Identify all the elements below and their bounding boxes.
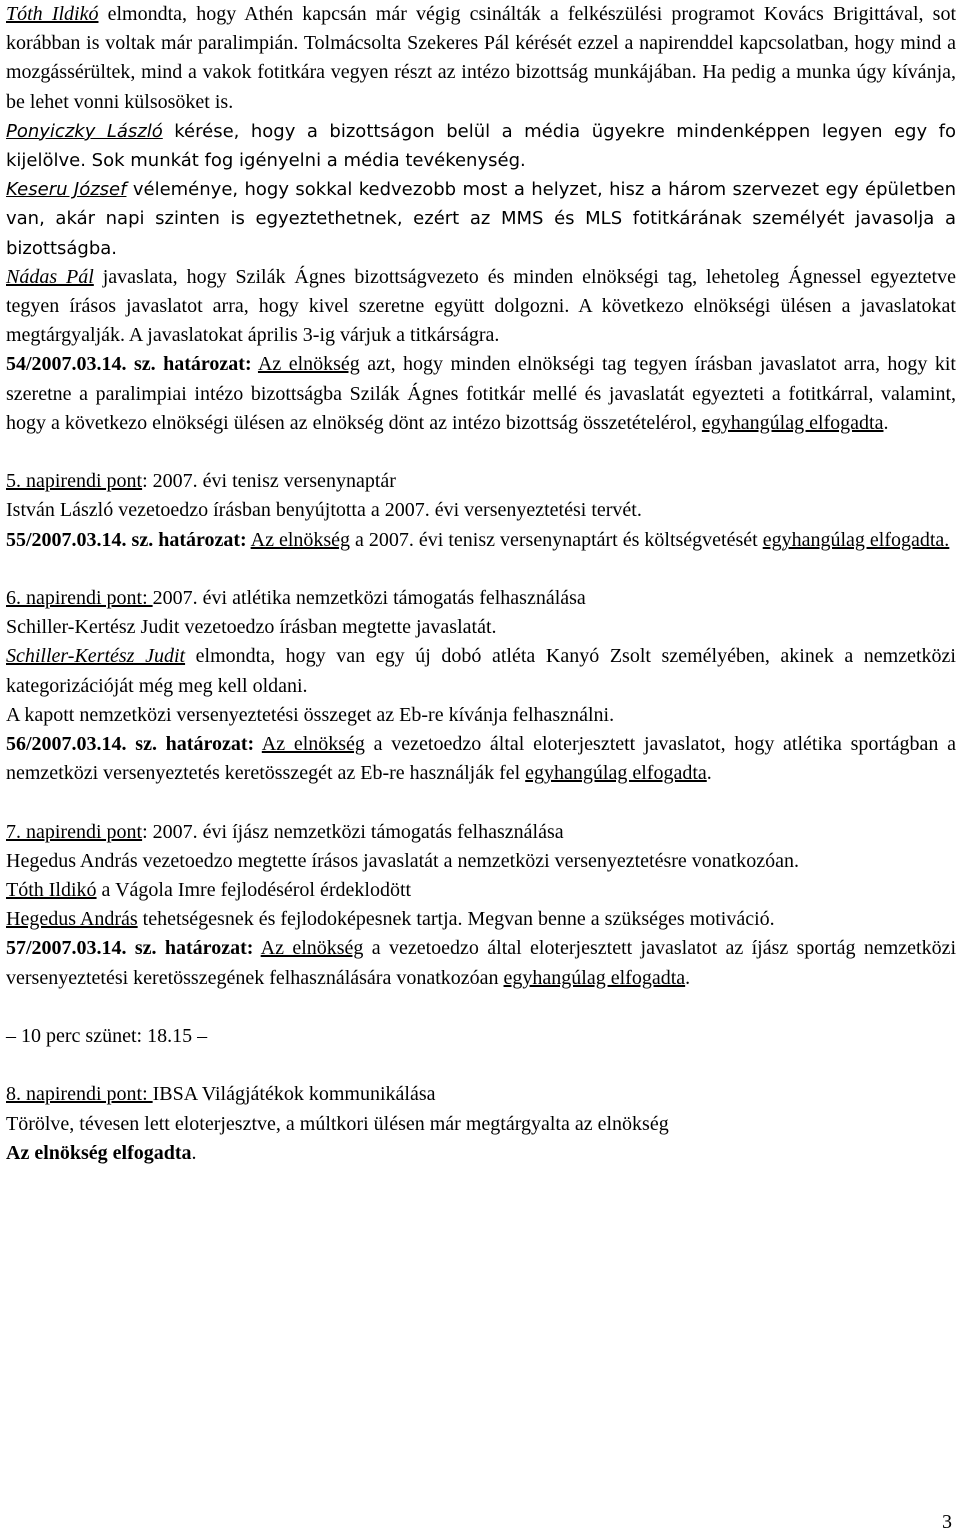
decision-end: . — [191, 1141, 197, 1164]
resolution-text: a vezetoedzo által eloterjesztett javaslatot az íjász sportág nemzetközi versenyeztetési keretösszegének felhasználására vonatkozóan — [6, 937, 957, 989]
speaker-name: Nádas Pál — [6, 265, 94, 288]
resolution-57 — [6, 934, 956, 992]
resolution-text: a vezetoedzo által eloterjesztett javaslatot, hogy atlétika sportágban a nemzetközi versenyeztetés keretösszegét az Eb-re használják fel — [6, 733, 956, 785]
paragraph-text: elmondta, hogy Athén kapcsán már végig csinálták a felkészülési programot Kovács Brigittával, sot korábban is voltak már paralimpián. Tolmácsolta Szekeres Pál kérését ezzel a napirenddel kapcsolatban, hogy mind a mozgássérültek, mind a vakok fotitkára vegyen részt az intézo bizottság munkájában. Ha pedig a munka úgy kívánja, be lehet vonni külsosöket is. — [6, 3, 956, 113]
agenda-item-6 — [6, 584, 956, 613]
resolution-end: . — [685, 966, 691, 989]
speaker-name: Ponyiczky László — [6, 120, 163, 142]
paragraph-text: a Vágola Imre fejlodésérol érdeklodött — [96, 879, 412, 902]
resolution-text: azt, hogy minden elnökségi tag tegyen írásban javaslatot arra, hogy kit szeretne a paralimpiai intézo bizottságba Szilák Ágnes fotitkár mellé és javaslatát egyezteti a fotitkárral, valamint, hogy a következo elnökségi ülésen az elnökség dönt az intézo bizottság összetételérol, — [6, 353, 956, 434]
decision-text: Az elnökség elfogadta — [6, 1141, 192, 1164]
speaker-name: Hegedus András — [6, 908, 138, 931]
resolution-subject: Az elnökség — [250, 528, 351, 551]
spacer — [6, 438, 956, 467]
resolution-label: 54/2007.03.14. sz. határozat: — [6, 353, 252, 376]
resolution-56 — [6, 730, 956, 788]
agenda-label: 7. napirendi pont — [6, 820, 143, 843]
agenda-title: 2007. évi íjász nemzetközi támogatás felhasználása — [152, 820, 564, 843]
resolution-outcome: egyhangúlag elfogadta — [701, 411, 884, 434]
agenda-colon: : — [142, 470, 153, 493]
paragraph-text: véleménye, hogy sokkal kedvezobb most a helyzet, hisz a három szervezet egy épületben van, akár napi szinten is egyeztethetnek, ezért az MMS és MLS fotitkárának személyét javasolja a bizottságba. — [6, 179, 956, 259]
paragraph-text: tehetségesnek és fejlodoképesnek tartja. Megvan benne a szükséges motiváció. — [137, 908, 775, 931]
agenda-title: 2007. évi tenisz versenynaptár — [152, 470, 396, 493]
resolution-54 — [6, 350, 956, 438]
resolution-subject: Az elnökség — [261, 733, 365, 756]
agenda-7-line2 — [6, 876, 956, 905]
agenda-6-line2 — [6, 642, 956, 700]
paragraph-text: elmondta, hogy van egy új dobó atléta Kanyó Zsolt személyében, akinek a nemzetközi kategorizációját még meg kell oldani. — [6, 645, 956, 697]
space — [253, 937, 260, 959]
spacer — [6, 993, 956, 1022]
agenda-item-7 — [6, 818, 956, 847]
agenda-title: IBSA Világjátékok kommunikálása — [152, 1083, 436, 1106]
break-notice: – 10 perc szünet: 18.15 – — [6, 1025, 208, 1048]
agenda-8-line1: Törölve, tévesen lett eloterjesztve, a múltkori ülésen már megtárgyalta az elnökség — [6, 1112, 669, 1135]
speaker-name: Schiller-Kertész Judit — [6, 645, 186, 668]
resolution-end: . — [883, 411, 889, 434]
agenda-label: 5. napirendi pont — [6, 470, 143, 493]
document-page — [6, 0, 956, 1168]
resolution-text: a 2007. évi tenisz versenynaptárt és költségvetését — [350, 528, 763, 551]
agenda-title: 2007. évi atlétika nemzetközi támogatás felhasználása — [152, 587, 586, 610]
spacer — [6, 555, 956, 584]
speaker-name: Keseru József — [6, 179, 127, 201]
agenda-7-line3 — [6, 905, 956, 934]
space — [254, 733, 262, 755]
agenda-5-text: István László vezetoedzo írásban benyújtotta a 2007. évi versenyeztetési tervét. — [6, 499, 642, 522]
speaker-name: Tóth Ildikó — [6, 879, 97, 902]
agenda-label: 6. napirendi pont: — [6, 587, 153, 610]
resolution-outcome: egyhangúlag elfogadta — [503, 966, 686, 989]
resolution-end: . — [706, 762, 712, 785]
agenda-colon: : — [142, 820, 153, 843]
paragraph-keseru — [6, 175, 956, 263]
paragraph-ponyiczky — [6, 117, 956, 175]
spacer — [6, 788, 956, 817]
paragraph-text: kérése, hogy a bizottságon belül a média ügyekre mindenképpen legyen egy fo kijelölve. Sok munkát fog igényelni a média tevékenység. — [6, 120, 956, 172]
resolution-subject: Az elnökség — [257, 353, 360, 376]
agenda-8-decision — [6, 1139, 956, 1168]
agenda-6-line1: Schiller-Kertész Judit vezetoedzo írásban megtette javaslatát. — [6, 616, 497, 639]
resolution-subject: Az elnökség — [260, 937, 364, 960]
resolution-55 — [6, 526, 956, 555]
resolution-label: 56/2007.03.14. sz. határozat: — [6, 733, 255, 756]
page-number: 3 — [942, 1511, 952, 1533]
resolution-outcome: egyhangúlag elfogadta — [525, 762, 707, 785]
resolution-label: 57/2007.03.14. sz. határozat: — [6, 937, 254, 960]
speaker-name: Tóth Ildikó — [6, 3, 99, 25]
paragraph-text: javaslata, hogy Szilák Ágnes bizottságvezeto és minden elnökségi tag, lehetoleg Ágnessel egyeztetve tegyen írásos javaslatot arra, hogy kivel szeretne együtt dolgozni. A következo elnökségi ülésen a javaslatokat megtárgyalják. A javaslatokat április 3-ig várjuk a titkárságra. — [6, 265, 956, 347]
resolution-outcome: egyhangúlag elfogadta. — [762, 528, 950, 551]
paragraph-toth-ildiko — [6, 0, 956, 117]
agenda-item-8 — [6, 1080, 956, 1109]
agenda-7-line1: Hegedus András vezetoedzo megtette írásos javaslatát a nemzetközi versenyeztetésre vonatkozóan. — [6, 849, 799, 872]
spacer — [6, 1051, 956, 1080]
agenda-item-5 — [6, 467, 956, 496]
paragraph-nadas — [6, 263, 956, 351]
resolution-label: 55/2007.03.14. sz. határozat: — [6, 528, 247, 551]
agenda-6-line3: A kapott nemzetközi versenyeztetési összeget az Eb-re kívánja felhasználni. — [6, 703, 615, 726]
agenda-label: 8. napirendi pont: — [6, 1083, 153, 1106]
